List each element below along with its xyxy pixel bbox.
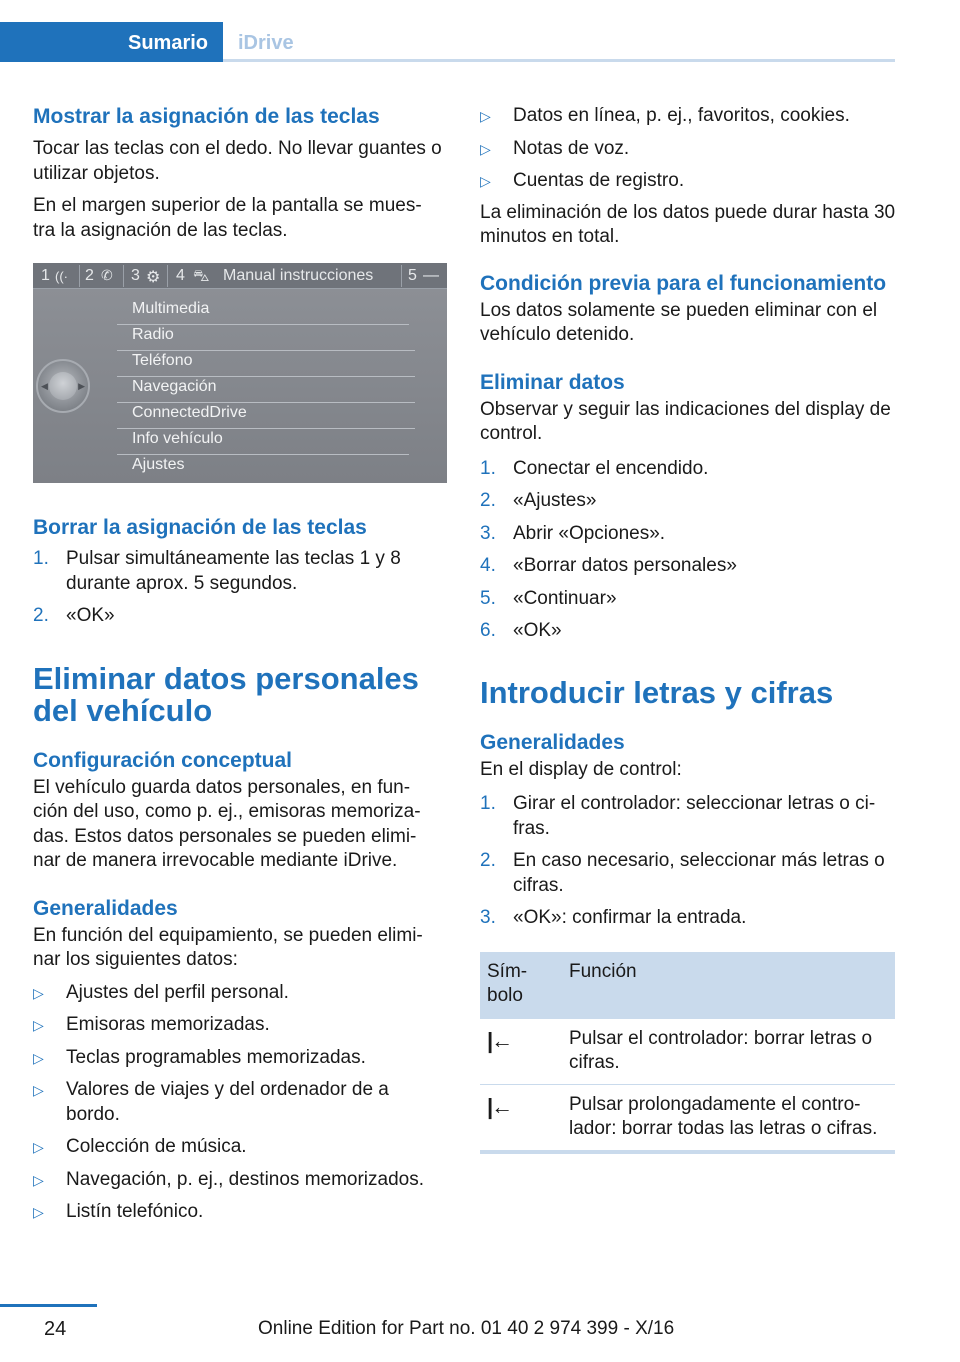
key-3-label: 3 bbox=[131, 267, 140, 284]
footer-rule bbox=[0, 1304, 97, 1307]
paragraph-configuracion: El vehículo guarda datos personales, en fun‐ción del uso, como p. ej., emisoras memoriza‐das. Estos datos personales se pueden elimi‐nar de manera irrevocable mediante iDrive. bbox=[33, 776, 421, 871]
key-4-label: 4 bbox=[176, 267, 185, 284]
list-item: ▷ Navegación, p. ej., destinos memorizados. bbox=[33, 1168, 443, 1193]
key-2-label: 2 bbox=[85, 267, 94, 284]
deletable-data-list-continued bbox=[480, 104, 896, 194]
list-item: 3. Abrir «Opciones». bbox=[480, 522, 666, 544]
symbol-cell bbox=[480, 1084, 562, 1152]
bullet-triangle-icon: ▷ bbox=[480, 108, 491, 124]
page-number: 24 bbox=[44, 1318, 67, 1340]
backspace-icon: |← bbox=[487, 1093, 512, 1119]
key-5-label: 5 bbox=[408, 267, 417, 284]
paragraph-condicion: Los datos solamente se pueden eliminar con el vehículo detenido. bbox=[480, 299, 878, 345]
list-item: ▷ Notas de voz. bbox=[480, 137, 896, 162]
paragraph-tocar: Tocar las teclas con el dedo. No llevar guantes o utilizar objetos. bbox=[33, 138, 442, 184]
menu-item-radio: Radio bbox=[132, 326, 174, 343]
list-item: 3. «OK»: confirmar la entrada. bbox=[480, 907, 747, 928]
list-item: 2. «OK» bbox=[33, 605, 115, 626]
list-item: 2. En caso necesario, seleccionar más letras o cifras. bbox=[480, 850, 885, 896]
list-item: 2. «Ajustes» bbox=[480, 490, 597, 511]
letras-steps bbox=[480, 792, 896, 931]
symbol-cell bbox=[480, 1019, 562, 1085]
col-header-simbolo: Sím‐bolo bbox=[480, 952, 562, 1019]
bullet-triangle-icon: ▷ bbox=[480, 173, 491, 189]
page-header bbox=[0, 22, 895, 62]
right-column bbox=[480, 104, 896, 1154]
menu-item-connecteddrive: ConnectedDrive bbox=[132, 404, 247, 421]
favorite-keys-bar bbox=[33, 263, 447, 289]
bullet-triangle-icon: ▷ bbox=[33, 1171, 44, 1188]
controller-knob-icon: ◀ ▶ bbox=[36, 359, 90, 413]
table-header-row bbox=[480, 952, 895, 1019]
car-icon: ⛍ bbox=[193, 268, 210, 285]
list-item: ▷ Colección de música. bbox=[33, 1135, 443, 1160]
list-item: ▷ Cuentas de registro. bbox=[480, 169, 896, 194]
paragraph-margen: En el margen superior de la pantalla se mues‐tra la asignación de las teclas. bbox=[33, 195, 422, 241]
settings-gear-icon: ⚙ bbox=[146, 269, 161, 286]
paragraph-display: En el display de control: bbox=[480, 758, 682, 780]
symbol-table bbox=[480, 952, 895, 1154]
backspace-icon: |← bbox=[487, 1027, 512, 1053]
list-item: 4. «Borrar datos personales» bbox=[480, 555, 737, 576]
list-item: ▷ Teclas programables memorizadas. bbox=[33, 1046, 443, 1071]
paragraph-generalidades: En función del equipamiento, se pueden elimi‐nar los siguientes datos: bbox=[33, 924, 423, 970]
menu-item-ajustes: Ajustes bbox=[132, 456, 185, 473]
bullet-triangle-icon: ▷ bbox=[33, 1204, 44, 1220]
list-item: 5. «Continuar» bbox=[480, 587, 617, 609]
menu-screen bbox=[33, 289, 447, 483]
header-rule bbox=[223, 59, 895, 62]
function-cell: Pulsar prolongadamente el contro‐lador: borrar todas las letras o cifras. bbox=[562, 1084, 895, 1152]
list-item: 6. «OK» bbox=[480, 620, 562, 641]
key-1-label: 1 bbox=[41, 267, 50, 284]
heading-eliminar-datos: Eliminar datos bbox=[480, 370, 625, 394]
heading-generalidades: Generalidades bbox=[33, 896, 178, 920]
menu-item-telefono: Teléfono bbox=[132, 352, 193, 369]
heading-borrar: Borrar la asignación de las teclas bbox=[33, 516, 367, 539]
left-column bbox=[33, 104, 443, 1225]
bullet-triangle-icon: ▷ bbox=[33, 1082, 44, 1098]
radio-icon: ((· bbox=[55, 269, 68, 284]
paragraph-eliminar-datos: Observar y seguir las indicaciones del display de control. bbox=[480, 398, 891, 444]
heading-condicion: Condición previa para el funcionamiento bbox=[480, 271, 887, 295]
heading-introducir: Introducir letras y cifras bbox=[480, 674, 834, 710]
section-tab-idrive[interactable]: iDrive bbox=[238, 32, 294, 54]
list-item: ▷ Datos en línea, p. ej., favoritos, cookies. bbox=[480, 104, 896, 129]
bullet-triangle-icon: ▷ bbox=[33, 1017, 44, 1033]
bullet-triangle-icon: ▷ bbox=[33, 1049, 44, 1066]
borrar-steps bbox=[33, 547, 443, 629]
bullet-triangle-icon: ▷ bbox=[480, 140, 491, 157]
list-item: 1. Girar el controlador: seleccionar letras o ci‐fras. bbox=[480, 793, 876, 839]
list-item: ▷ Listín telefónico. bbox=[33, 1200, 443, 1225]
table-row bbox=[480, 1084, 895, 1152]
heading-configuracion: Configuración conceptual bbox=[33, 748, 293, 772]
function-cell: Pulsar el controlador: borrar letras o cifras. bbox=[562, 1019, 895, 1085]
phone-icon: ✆ bbox=[101, 267, 113, 283]
menu-item-navegacion: Navegación bbox=[132, 378, 217, 395]
list-item: 1. Pulsar simultáneamente las teclas 1 y 8 durante aprox. 5 segundos. bbox=[33, 548, 401, 594]
list-item: ▷ Emisoras memorizadas. bbox=[33, 1013, 443, 1038]
col-header-funcion: Función bbox=[562, 952, 895, 1019]
minus-icon: — bbox=[423, 267, 439, 284]
idrive-screenshot bbox=[33, 263, 447, 483]
menu-item-multimedia: Multimedia bbox=[132, 300, 210, 317]
menu-item-info-vehiculo: Info vehículo bbox=[132, 430, 223, 447]
list-item: ▷ Valores de viajes y del ordenador de a bordo. bbox=[33, 1079, 389, 1125]
bullet-triangle-icon: ▷ bbox=[33, 984, 44, 1001]
key-4-title: Manual instrucciones bbox=[223, 267, 374, 284]
heading-mostrar: Mostrar la asignación de las teclas bbox=[33, 105, 380, 128]
deletable-data-list bbox=[33, 981, 443, 1225]
heading-generalidades-2: Generalidades bbox=[480, 730, 625, 754]
table-row bbox=[480, 1019, 895, 1085]
list-item: 1. Conectar el encendido. bbox=[480, 457, 709, 479]
edition-note: Online Edition for Part no. 01 40 2 974 399 - X/16 bbox=[258, 1318, 675, 1339]
eliminar-steps bbox=[480, 457, 896, 644]
bullet-triangle-icon: ▷ bbox=[33, 1139, 44, 1155]
list-item: ▷ Ajustes del perfil personal. bbox=[33, 981, 443, 1006]
section-tab-sumario[interactable]: Sumario bbox=[128, 32, 209, 54]
paragraph-duracion: La eliminación de los datos puede durar hasta 30 minutos en total. bbox=[480, 201, 896, 247]
heading-eliminar-datos-personales: Eliminar datos personales del vehículo bbox=[33, 660, 419, 728]
